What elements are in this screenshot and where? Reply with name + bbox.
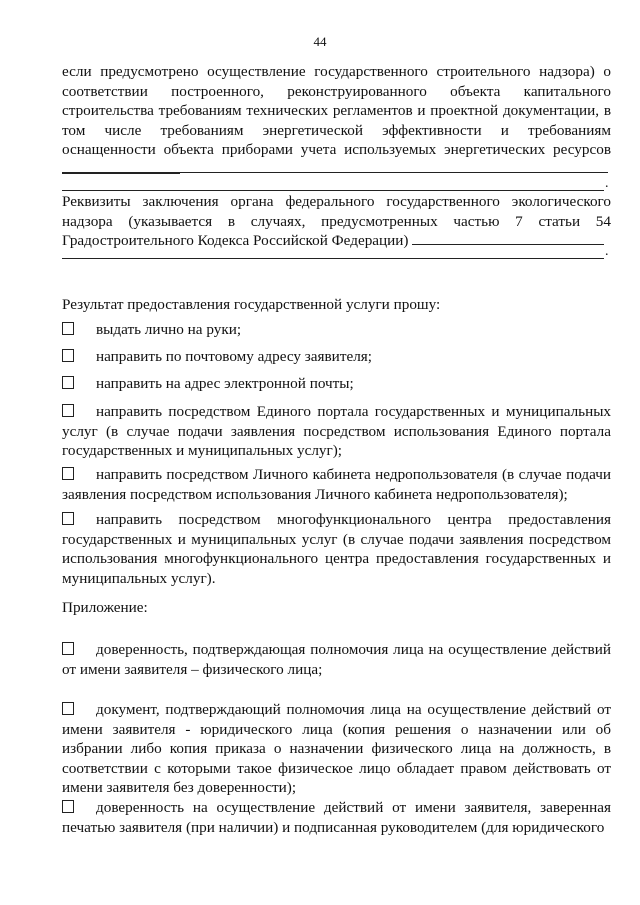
paragraph-2-text: Реквизиты заключения органа федерального государственного экологического надзора (указывается в случаях, предусмотренных частью 7 статьи 54 Градостроительного Кодекса Российской Федерации) [62, 193, 611, 249]
result-option-subsoil-cabinet[interactable]: направить посредством Личного кабинета недропользователя (в случае подачи заявления посредством использования Личного кабинета недропользователя); [62, 466, 611, 503]
paragraph-ecological-review [62, 192, 611, 251]
checkbox[interactable] [62, 349, 74, 362]
checkbox[interactable] [62, 376, 74, 389]
attachment-option-sealed-poa[interactable]: доверенность на осуществление действий от имени заявителя, заверенная печатью заявителя (при наличии) и подписанная руководителем (для юридического [62, 799, 611, 836]
fill-line-2[interactable] [62, 172, 608, 173]
checkbox[interactable] [62, 642, 74, 655]
paragraph-1-text: если предусмотрено осуществление государственного строительного надзора) о соответствии построенного, реконструированного объекта капитального строительства требованиям технических регламентов и проектной документации, в том числе требованиям энергетической эффективности и требованиям оснащенности объекта приборами учета используемых энергетических ресурсов [62, 63, 611, 158]
checkbox[interactable] [62, 404, 74, 417]
page-number: 44 [313, 34, 327, 49]
checkbox[interactable] [62, 322, 74, 335]
result-option-gosuslugi-portal[interactable]: направить посредством Единого портала государственных и муниципальных услуг (в случае подачи заявления посредством использования Единого портала государственных и муниципальных услуг); [62, 403, 611, 459]
result-option-postal[interactable]: направить по почтовому адресу заявителя; [62, 347, 611, 367]
checkbox[interactable] [62, 702, 74, 715]
checkbox[interactable] [62, 467, 74, 480]
fill-line-5[interactable] [62, 258, 604, 259]
fill-line-3[interactable] [62, 190, 604, 191]
attachment-heading: Приложение: [62, 599, 148, 616]
attachment-option-individual-poa[interactable]: доверенность, подтверждающая полномочия лица на осуществление действий от имени заявителя – физического лица; [62, 641, 611, 678]
line-end-dot-2: . [605, 244, 609, 259]
checkbox[interactable] [62, 512, 74, 525]
checkbox[interactable] [62, 800, 74, 813]
result-heading: Результат предоставления государственной услуги прошу: [62, 296, 441, 313]
fill-line-4[interactable] [412, 232, 604, 245]
result-option-email[interactable]: направить на адрес электронной почты; [62, 374, 611, 394]
attachment-option-legal-entity-doc[interactable]: документ, подтверждающий полномочия лица на осуществление действий от имени заявителя - юридического лица (копия решения о назначении или об избрании либо копия приказа о назначении физического лица на должность, в соответствии с которыми такое физическое лицо обладает правом действовать от имени заявителя без доверенности); [62, 701, 611, 796]
result-option-mfc[interactable]: направить посредством многофункционального центра предоставления государственных и муниципальных услуг (в случае подачи заявления посредством использования многофункционального центра предоставления государственных и муниципальных услуг). [62, 511, 611, 587]
paragraph-construction-compliance [62, 62, 611, 179]
result-option-in-person[interactable]: выдать лично на руки; [62, 320, 611, 340]
line-end-dot: . [605, 176, 609, 191]
